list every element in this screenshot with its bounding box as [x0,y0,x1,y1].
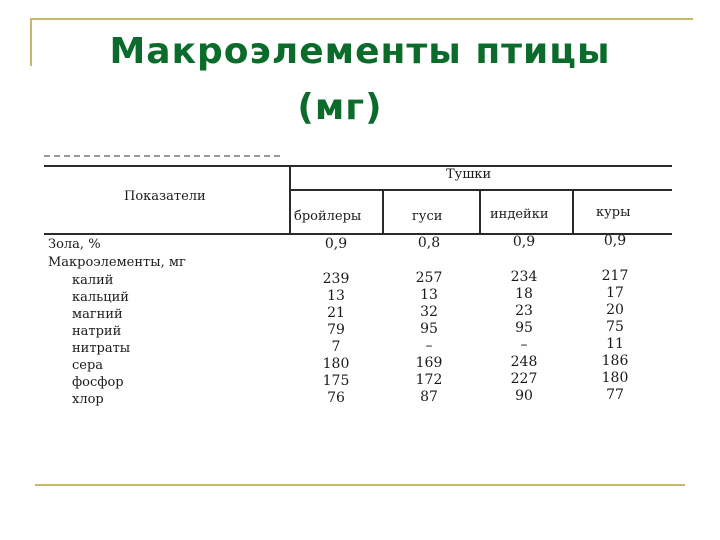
column-divider-2 [479,189,481,233]
table-image [44,155,676,410]
row-value: 217 [601,268,629,284]
row-value: 95 [515,320,533,336]
row-value: – [520,337,528,353]
row-value: 239 [322,271,350,287]
row-value: 21 [327,305,345,321]
row-value: 0,9 [512,234,536,250]
row-value: – [425,338,433,354]
row-value: 186 [601,353,629,369]
row-value: 87 [420,389,438,405]
row-value: 0,9 [603,233,627,249]
indicator-column-divider [289,165,291,233]
row-label: нитраты [72,341,131,356]
row-value: 75 [606,319,624,335]
row-value: 180 [601,370,629,386]
table-top-rule [44,165,672,167]
row-label: Зола, % [48,237,101,252]
row-label: сера [72,358,104,373]
title-line-1: Макроэлементы птицы [109,31,611,72]
bottom-rule [35,484,685,486]
row-value: 257 [415,270,443,286]
left-rule [30,18,32,66]
title-line-2: (мг) [297,87,383,128]
row-value: 180 [322,356,350,372]
row-value: 169 [415,355,443,371]
scan-artifact-line [44,155,284,157]
row-label: магний [72,307,123,322]
row-value: 11 [606,336,624,352]
column-header: куры [596,205,631,220]
column-header: бройлеры [294,209,362,224]
column-header: гуси [412,209,443,224]
row-value: 32 [420,304,438,320]
row-value: 175 [322,373,350,389]
row-value: 95 [420,321,438,337]
row-label: калий [72,273,114,288]
row-value: 90 [515,388,533,404]
row-value: 0,8 [417,235,441,251]
row-value: 79 [327,322,345,338]
row-value: 13 [420,287,438,303]
group-underline [290,189,672,191]
row-label: фосфор [72,375,124,390]
slide-title [40,24,680,136]
column-divider-1 [382,189,384,233]
column-divider-3 [572,189,574,233]
row-value: 17 [606,285,624,301]
column-header: индейки [490,207,549,222]
header-group: Тушки [446,167,492,182]
row-value: 7 [331,339,341,355]
row-label: натрий [72,324,122,339]
row-value: 227 [510,371,538,387]
row-value: 234 [510,269,538,285]
row-label: кальций [72,290,129,305]
row-value: 248 [510,354,538,370]
row-value: 76 [327,390,345,406]
row-value: 18 [515,286,533,302]
row-label: хлор [72,392,104,407]
row-value: 172 [415,372,443,388]
row-value: 20 [606,302,624,318]
row-value: 13 [327,288,345,304]
row-value: 77 [606,387,624,403]
header-bottom-rule [44,233,672,235]
top-rule [30,18,693,20]
row-value: 0,9 [324,236,348,252]
row-value: 23 [515,303,533,319]
header-indicator: Показатели [124,189,206,204]
row-label: Макроэлементы, мг [48,255,186,270]
